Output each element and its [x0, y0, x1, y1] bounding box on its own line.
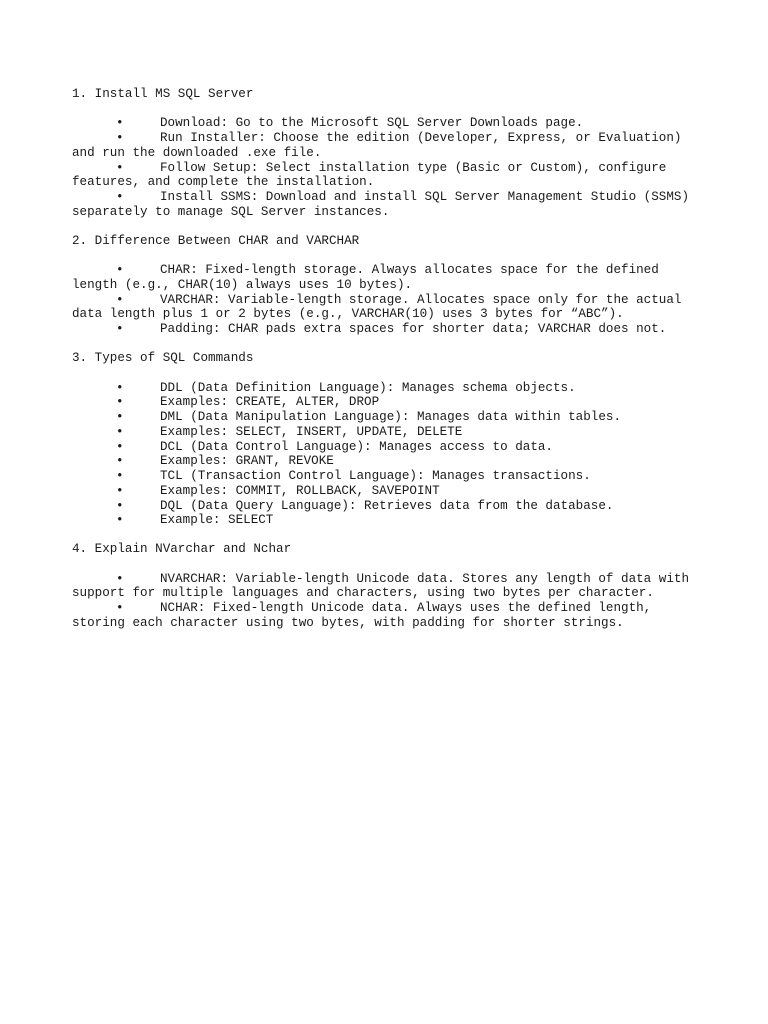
document-body [72, 87, 702, 645]
list-item [72, 381, 702, 396]
list-item-text: DDL (Data Definition Language): Manages schema objects. [160, 380, 576, 395]
list-item [72, 161, 702, 191]
list-item-text: Install SSMS: Download and install SQL Server Management Studio (SSMS) separately to manage SQL Server instances. [72, 190, 690, 219]
section-heading: 4. Explain NVarchar and Nchar [72, 542, 292, 557]
list-item-text: Example: SELECT [160, 513, 274, 528]
bullet-icon: • [116, 424, 124, 439]
bullet-icon: • [116, 322, 124, 337]
list-item-text: Examples: SELECT, INSERT, UPDATE, DELETE [160, 424, 463, 439]
list-item-text: NCHAR: Fixed-length Unicode data. Always uses the defined length, storing each character using two bytes, with padding for shorter strings. [72, 601, 652, 630]
list-item-text: Examples: CREATE, ALTER, DROP [160, 395, 380, 410]
bullet-icon: • [116, 439, 124, 454]
bullet-icon: • [116, 395, 124, 410]
list-item-text: CHAR: Fixed-length storage. Always allocates space for the defined length (e.g., CHAR(10) always uses 10 bytes). [72, 263, 659, 292]
bullet-list [72, 263, 702, 337]
list-item [72, 469, 702, 484]
list-item-text: Padding: CHAR pads extra spaces for shorter data; VARCHAR does not. [160, 322, 667, 337]
bullet-icon: • [116, 380, 124, 395]
list-item-text: Examples: COMMIT, ROLLBACK, SAVEPOINT [160, 483, 440, 498]
bullet-list [72, 116, 702, 219]
section-heading: 2. Difference Between CHAR and VARCHAR [72, 233, 360, 248]
list-item-text: Examples: GRANT, REVOKE [160, 454, 334, 469]
list-item [72, 499, 702, 514]
list-item [72, 322, 702, 337]
list-item-text: Download: Go to the Microsoft SQL Server Downloads page. [160, 116, 584, 131]
bullet-icon: • [116, 454, 124, 469]
list-item [72, 395, 702, 410]
list-item-text: NVARCHAR: Variable-length Unicode data. Stores any length of data with support for multiple languages and characters, using two bytes per character. [72, 571, 690, 601]
bullet-icon: • [116, 131, 124, 146]
bullet-icon: • [116, 190, 124, 205]
list-item [72, 484, 702, 499]
list-item [72, 572, 702, 602]
bullet-icon: • [116, 410, 124, 425]
list-item-text: VARCHAR: Variable-length storage. Allocates space only for the actual data length plus 1 or 2 bytes (e.g., VARCHAR(10) uses 3 bytes for “ABC”). [72, 292, 682, 322]
bullet-icon: • [116, 601, 124, 616]
bullet-icon: • [116, 160, 124, 175]
list-item [72, 410, 702, 425]
list-item-text: DQL (Data Query Language): Retrieves data from the database. [160, 498, 614, 513]
bullet-icon: • [116, 469, 124, 484]
list-item-text: Run Installer: Choose the edition (Developer, Express, or Evaluation) and run the downloaded .exe file. [72, 131, 682, 160]
list-item-text: DML (Data Manipulation Language): Manages data within tables. [160, 410, 622, 425]
list-item-text: DCL (Data Control Language): Manages access to data. [160, 439, 553, 454]
list-item-text: Follow Setup: Select installation type (Basic or Custom), configure features, and complete the installation. [72, 160, 667, 190]
list-item [72, 425, 702, 440]
list-item-text: TCL (Transaction Control Language): Manages transactions. [160, 469, 591, 484]
list-item [72, 601, 702, 631]
list-item [72, 116, 702, 131]
list-item [72, 454, 702, 469]
bullet-icon: • [116, 571, 124, 586]
list-item [72, 440, 702, 455]
bullet-list [72, 381, 702, 529]
section-heading: 3. Types of SQL Commands [72, 351, 254, 366]
bullet-icon: • [116, 483, 124, 498]
list-item [72, 263, 702, 293]
list-item [72, 513, 702, 528]
list-item [72, 131, 702, 161]
bullet-icon: • [116, 263, 124, 278]
bullet-icon: • [116, 116, 124, 131]
bullet-icon: • [116, 292, 124, 307]
bullet-icon: • [116, 513, 124, 528]
list-item [72, 293, 702, 323]
bullet-icon: • [116, 498, 124, 513]
section-heading: 1. Install MS SQL Server [72, 87, 254, 101]
bullet-list [72, 572, 702, 631]
list-item [72, 190, 702, 220]
